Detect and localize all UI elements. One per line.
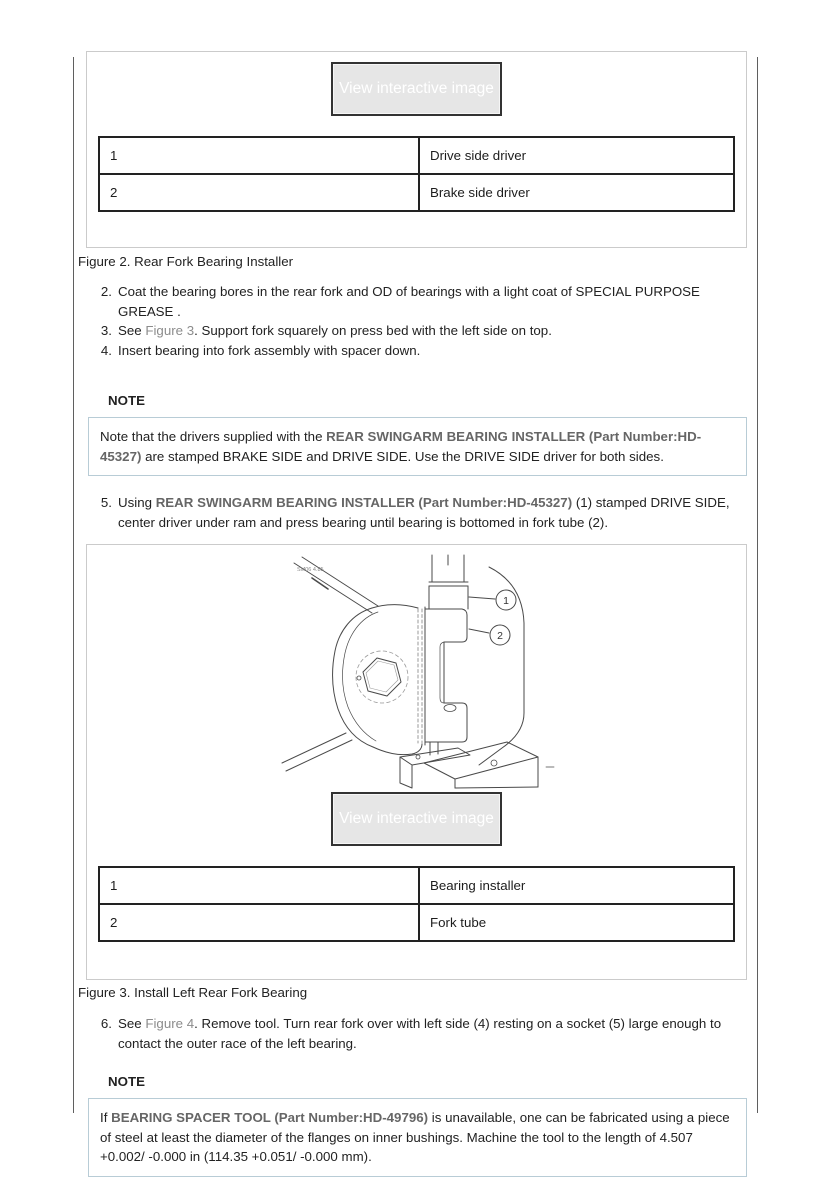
- legend-num-cell: 2: [99, 904, 419, 941]
- legend-num-cell: 1: [99, 137, 419, 174]
- note-text: is unavailable, one can be fabricated using a piece of steel at least the diameter of the flanges on inner bushings. Machine the tool to the length of 4.507 +0.002/ -0.000 in (114.35 +0.051/ -0.000 mm).: [100, 1110, 730, 1164]
- step-item-4: [74, 341, 750, 361]
- step-item-2: [74, 282, 750, 321]
- tool-name-bold: REAR SWINGARM BEARING INSTALLER (Part Number:HD-45327): [100, 429, 702, 464]
- step-text: . Support fork squarely on press bed with the left side on top.: [194, 323, 552, 338]
- callout-1-number: 1: [502, 595, 509, 607]
- tool-name-bold: BEARING SPACER TOOL (Part Number:HD-49796): [111, 1110, 429, 1125]
- view-interactive-image-button-2[interactable]: View interactive image: [331, 792, 502, 846]
- figure-3-drawing: [272, 551, 562, 792]
- legend-row: [99, 904, 734, 941]
- step-text: See: [118, 1016, 146, 1031]
- note-text: are stamped BRAKE SIDE and DRIVE SIDE. Use the DRIVE SIDE driver for both sides.: [141, 448, 664, 464]
- step-text: Insert bearing into fork assembly with spacer down.: [118, 342, 421, 358]
- figure-3-box: [86, 544, 747, 980]
- figure-3-caption: Figure 3. Install Left Rear Fork Bearing: [78, 985, 308, 1000]
- figure-3-link[interactable]: Figure 3: [145, 323, 195, 338]
- figure-3-legend-table: [98, 866, 735, 942]
- procedure-steps: [74, 1014, 757, 1053]
- note-text: Note that the drivers supplied with the: [100, 429, 327, 444]
- callout-2-number: 2: [496, 630, 503, 642]
- note-heading-1: NOTE: [108, 393, 145, 408]
- note-heading-2: NOTE: [108, 1074, 145, 1089]
- figure-2-box: [86, 51, 747, 248]
- procedure-steps: [74, 493, 757, 532]
- step-item-3: [74, 321, 750, 341]
- legend-row: [99, 137, 734, 174]
- legend-row: [99, 174, 734, 211]
- step-item-6: [74, 1014, 750, 1053]
- view-interactive-image-button-1[interactable]: View interactive image: [331, 62, 502, 116]
- procedure-steps: [74, 282, 757, 360]
- note-text: If: [100, 1110, 112, 1125]
- legend-label-cell: Fork tube: [419, 904, 734, 941]
- step-text: Coat the bearing bores in the rear fork and OD of bearings with a light coat of SPECIAL PURPOSE GREASE .: [118, 284, 700, 319]
- step-number: 3.: [100, 323, 112, 338]
- step-text: Using: [118, 495, 156, 510]
- legend-label-cell: Bearing installer: [419, 867, 734, 904]
- note-box-2: [88, 1098, 747, 1177]
- rear-fork-technical-drawing: [272, 551, 562, 789]
- note-box-1: [88, 417, 747, 476]
- step-text: (1) stamped DRIVE SIDE, center driver under ram and press bearing until bearing is bottomed in fork tube (2).: [118, 495, 730, 530]
- manual-page-frame: [73, 57, 758, 1164]
- step-number: 2.: [100, 284, 112, 299]
- figure-4-link[interactable]: Figure 4: [145, 1016, 195, 1031]
- step-number: 4.: [100, 342, 112, 358]
- legend-label-cell: Drive side driver: [419, 137, 734, 174]
- step-text: . Remove tool. Turn rear fork over with left side (4) resting on a socket (5) large enough to contact the outer race of the left bearing.: [118, 1016, 722, 1051]
- legend-num-cell: 2: [99, 174, 419, 211]
- figure-2-legend-table: [98, 136, 735, 212]
- legend-label-cell: Brake side driver: [419, 174, 734, 211]
- legend-row: [99, 867, 734, 904]
- step-item-5: [74, 493, 750, 532]
- step-number: 5.: [100, 495, 112, 510]
- step-text: See: [118, 323, 146, 338]
- legend-num-cell: 1: [99, 867, 419, 904]
- step-number: 6.: [100, 1016, 112, 1031]
- tool-name-bold: REAR SWINGARM BEARING INSTALLER (Part Number:HD-45327): [155, 495, 573, 510]
- drawing-id-label: SM06 4.85: [296, 567, 324, 573]
- figure-2-caption: Figure 2. Rear Fork Bearing Installer: [78, 254, 294, 269]
